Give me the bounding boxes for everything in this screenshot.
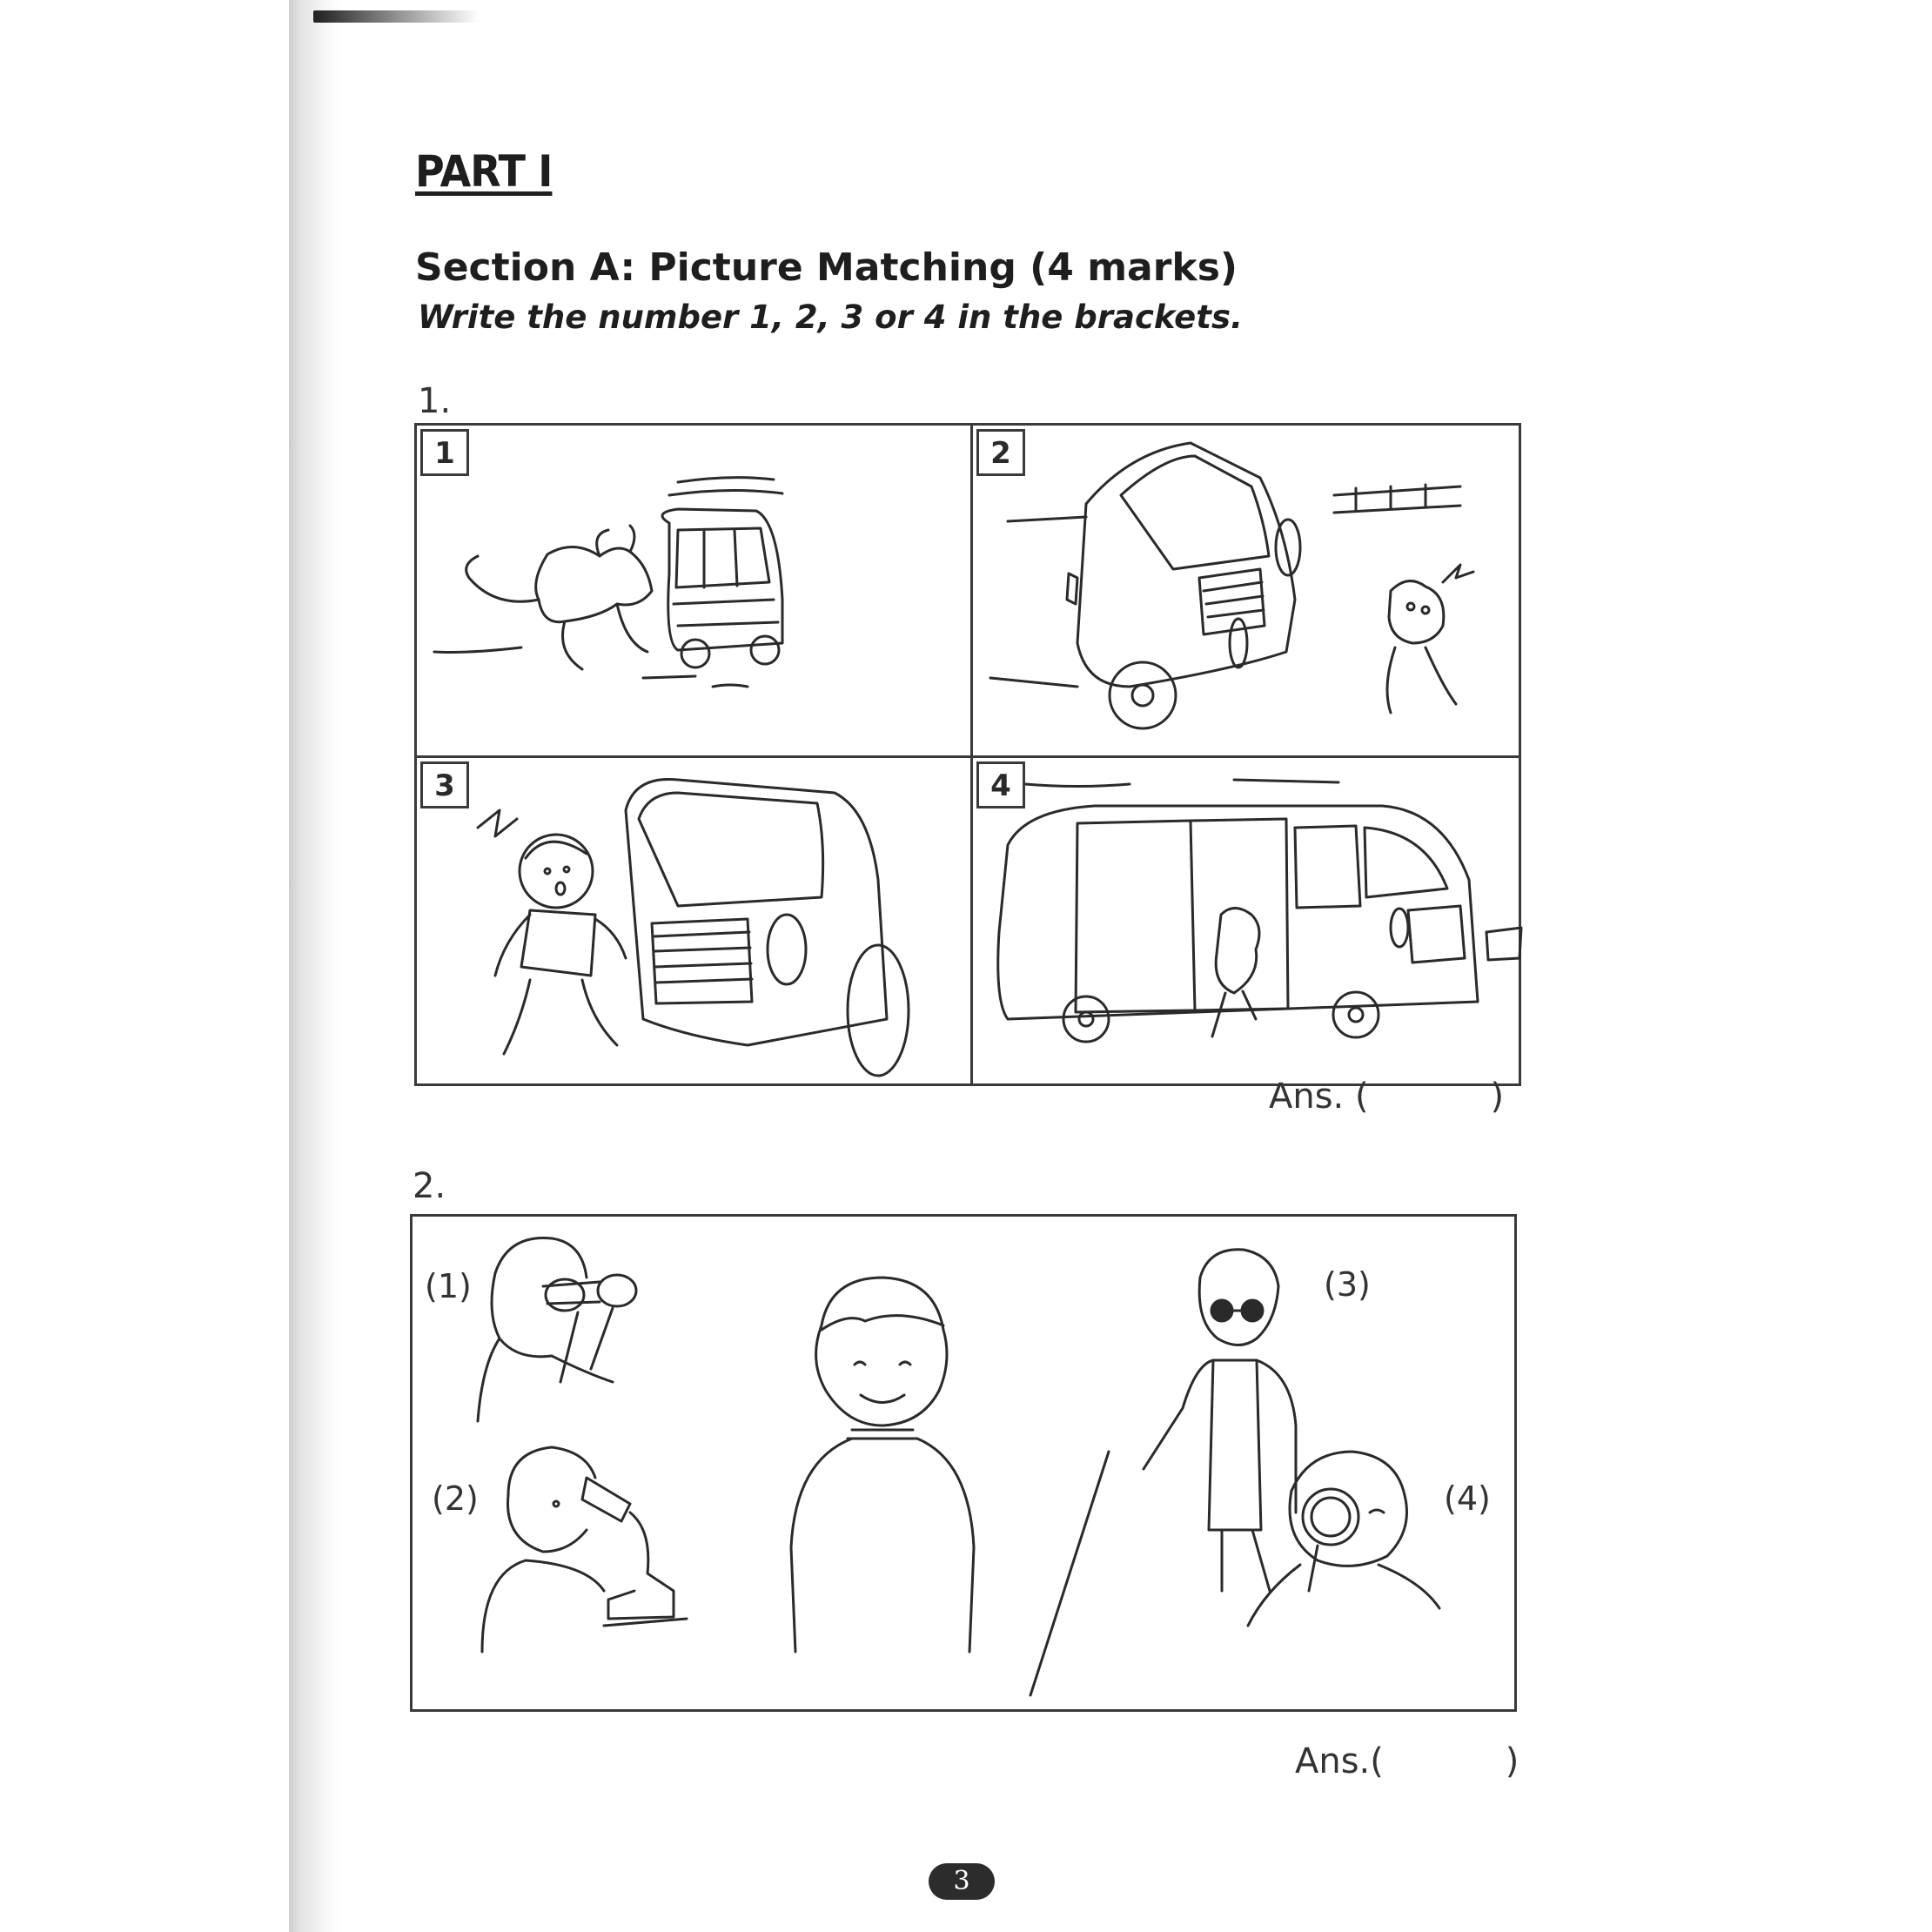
panel-label-4: 4 xyxy=(976,761,1025,808)
question-2-answer-bracket[interactable]: Ans.( ) xyxy=(1295,1741,1519,1781)
section-title: Section A: Picture Matching (4 marks) xyxy=(415,245,1238,290)
page-number: 3 xyxy=(929,1863,995,1900)
question-1-panel-4 xyxy=(973,758,1524,1085)
panel-label-2: 2 xyxy=(976,429,1025,476)
part-title: PART I xyxy=(415,146,553,197)
option-label-3: (3) xyxy=(1324,1265,1371,1304)
panel-label-1: 1 xyxy=(420,429,469,476)
instruction-text: Write the number 1, 2, 3 or 4 in the brackets. xyxy=(418,299,1244,336)
option-label-1: (1) xyxy=(425,1267,472,1305)
question-1-panel-1 xyxy=(417,426,968,753)
question-2-number: 2. xyxy=(413,1166,446,1206)
smiling-boy-illustration xyxy=(791,1278,974,1652)
option-label-4: (4) xyxy=(1444,1479,1491,1518)
binding-edge-mark xyxy=(313,10,479,23)
question-2-picture-box xyxy=(410,1214,1517,1712)
panel-label-3: 3 xyxy=(420,761,469,808)
dog-chasing-van-illustration xyxy=(417,426,968,753)
van-hitting-dog-illustration xyxy=(973,426,1524,753)
person-with-microscope-illustration xyxy=(482,1447,687,1652)
option-label-2: (2) xyxy=(432,1479,479,1518)
page-binding-shadow xyxy=(289,0,339,1932)
person-with-binoculars-illustration xyxy=(478,1238,636,1422)
question-1-panel-3 xyxy=(417,758,968,1085)
boy-hit-by-van-illustration xyxy=(417,758,968,1085)
question-1-answer-bracket[interactable]: Ans. ( ) xyxy=(1269,1077,1505,1117)
question-1-panel-2 xyxy=(973,426,1524,753)
question-1-number: 1. xyxy=(418,381,452,421)
dog-jumping-into-van-illustration xyxy=(973,758,1524,1085)
question-1-picture-grid xyxy=(414,423,1521,1086)
person-with-magnifying-glass-illustration xyxy=(1248,1452,1439,1626)
blind-man-with-cane-illustration xyxy=(1030,1250,1296,1695)
